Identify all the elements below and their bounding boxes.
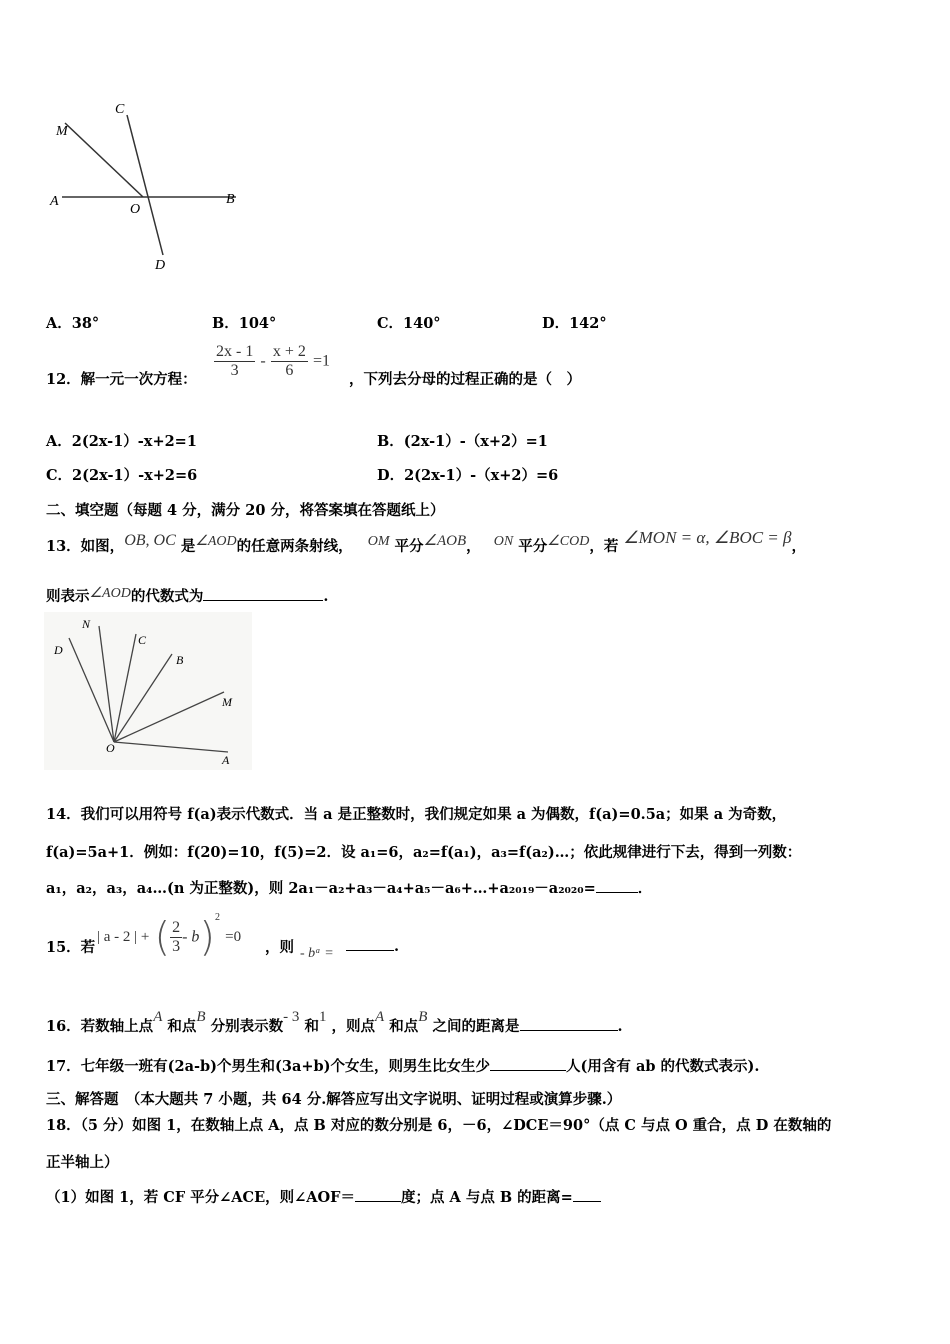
q15-answer-line bbox=[346, 936, 399, 955]
q16-point-b-2: B bbox=[418, 1009, 428, 1025]
q16-text: 和 bbox=[304, 1018, 319, 1035]
q15-left-paren: ( bbox=[154, 914, 171, 961]
q13-text: 的任意两条射线， bbox=[236, 538, 353, 555]
q13-text: ，若 bbox=[589, 538, 619, 555]
q18-text: （1）如图 1，若 CF 平分∠ACE，则∠AOF＝ bbox=[46, 1189, 355, 1206]
q11-option-d: D．142° bbox=[542, 315, 607, 332]
q16-text: 和点 bbox=[167, 1018, 197, 1035]
q14-text: a₁，a₂，a₃，a₄…(n 为正整数)，则 2a₁－a₂+a₃－a₄+a₅－a₆+…+a₂₀₁₉－a₂₀₂₀= bbox=[46, 880, 596, 897]
figure-angles-2 bbox=[44, 612, 252, 770]
label-c: C bbox=[138, 633, 147, 647]
q12-prefix: 12．解一元一次方程： bbox=[46, 371, 197, 388]
q16-point-a: A bbox=[153, 1009, 163, 1025]
q15-abs-term: | a - 2 | + bbox=[97, 929, 150, 945]
q13-math-aod-2: ∠AOD bbox=[89, 586, 131, 601]
label-b: B bbox=[176, 653, 184, 667]
q13-text: ， bbox=[791, 538, 806, 555]
q16-line bbox=[46, 995, 623, 1049]
q16-text: . bbox=[617, 1018, 623, 1035]
q16-text: 16．若数轴上点 bbox=[46, 1018, 154, 1035]
q15-fraction: $\frac{2}{3}$ bbox=[172, 919, 181, 955]
q13-text: 平分 bbox=[518, 538, 548, 555]
q11-option-c: C．140° bbox=[377, 315, 441, 332]
q18-line1: 18．（5 分）如图 1，在数轴上点 A，点 B 对应的数分别是 6，－6，∠DCE＝90°（点 C 与点 O 重合，点 D 在数轴的 bbox=[46, 1117, 832, 1134]
q15-equation bbox=[97, 912, 241, 961]
q18-text: 度；点 A 与点 B 的距离= bbox=[400, 1189, 573, 1206]
q13-math-ob-oc: OB, OC bbox=[124, 532, 176, 549]
q15-expr: - bᵃ = bbox=[300, 946, 334, 961]
q14-text: ． bbox=[637, 880, 653, 897]
q15-right-paren: ) bbox=[199, 914, 216, 961]
q16-text: ，则点 bbox=[331, 1018, 376, 1035]
q13-math-on: ON bbox=[493, 534, 514, 549]
section2-heading: 二、填空题（每题 4 分，满分 20 分，将答案填在答题纸上） bbox=[46, 502, 445, 519]
label-a: A bbox=[50, 194, 59, 209]
q13-text: 13．如图， bbox=[46, 538, 125, 555]
label-n: N bbox=[82, 617, 91, 631]
label-m: M bbox=[56, 124, 68, 139]
q13-text: . bbox=[323, 588, 329, 605]
q13-math-aod: ∠AOD bbox=[195, 534, 237, 549]
q15-answer-blank[interactable] bbox=[346, 936, 394, 951]
q12-option-a: A．2(2x-1）-x+2=1 bbox=[46, 433, 197, 450]
q16-text: 分别表示数 bbox=[210, 1018, 284, 1035]
q13-math-cod: ∠COD bbox=[547, 534, 590, 549]
q11-option-b: B．104° bbox=[212, 315, 277, 332]
q13-line1 bbox=[46, 520, 806, 565]
q12-fraction-1: $\frac{2x - 1}{3}$ bbox=[216, 343, 254, 379]
label-m: M bbox=[222, 695, 232, 709]
q12-rhs: =1 bbox=[312, 352, 330, 370]
q13-line2 bbox=[46, 585, 328, 606]
q16-answer-blank[interactable] bbox=[520, 1016, 618, 1031]
q17-answer-blank[interactable] bbox=[490, 1056, 566, 1071]
label-b: B bbox=[226, 192, 235, 207]
q17-line bbox=[46, 1055, 759, 1076]
q18-angle-blank[interactable] bbox=[355, 1187, 401, 1202]
q14-answer-blank[interactable] bbox=[596, 878, 638, 893]
q14-line3 bbox=[46, 877, 652, 898]
q13-text: ， bbox=[466, 538, 481, 555]
label-o: O bbox=[130, 202, 141, 217]
q15-minus-b: - b bbox=[182, 928, 200, 946]
figure-angles-1 bbox=[40, 95, 260, 280]
q16-point-b: B bbox=[196, 1009, 206, 1025]
q16-num-1: 1 bbox=[318, 1009, 327, 1025]
q12-fraction-2: $\frac{x + 2}{6}$ bbox=[272, 343, 306, 379]
q15-power: 2 bbox=[215, 912, 221, 923]
q15-prefix: 15．若 bbox=[46, 939, 96, 956]
q13-math-om: OM bbox=[367, 534, 390, 549]
q13-text: 则表示 bbox=[46, 588, 90, 605]
q15-eq: =0 bbox=[225, 929, 242, 945]
q11-option-a: A．38° bbox=[46, 315, 100, 332]
q13-math-aob: ∠AOB bbox=[423, 533, 467, 549]
ray-oa bbox=[114, 742, 228, 752]
q16-text: 和点 bbox=[389, 1018, 419, 1035]
section3-heading: 三、解答题 （本大题共 7 小题，共 64 分.解答应写出文字说明、证明过程或演算步骤.） bbox=[46, 1091, 622, 1108]
q12-option-b: B．(2x-1）-（x+2）=1 bbox=[377, 433, 548, 450]
label-c: C bbox=[115, 102, 125, 117]
line-cd bbox=[127, 115, 163, 255]
q18-distance-blank[interactable] bbox=[573, 1187, 601, 1202]
label-a: A bbox=[222, 753, 230, 767]
q12-option-c: C．2(2x-1）-x+2=6 bbox=[46, 467, 198, 484]
q16-text: 之间的距离是 bbox=[432, 1018, 520, 1035]
q13-answer-blank[interactable] bbox=[203, 586, 323, 601]
q13-text: 的代数式为 bbox=[130, 588, 204, 605]
q18-sub1 bbox=[46, 1186, 601, 1207]
q14-line2: f(a)=5a+1．例如：f(20)=10，f(5)=2．设 a₁=6，a₂=f(a₁)，a₃=f(a₂)…；依此规律进行下去，得到一列数： bbox=[46, 844, 802, 861]
q15-then: ，则 bbox=[265, 939, 294, 956]
label-o: O bbox=[106, 741, 115, 755]
q12-option-d: D．2(2x-1）-（x+2）=6 bbox=[377, 467, 559, 484]
q12-equation bbox=[214, 343, 330, 380]
q13-math-mon-boc: ∠MON = α, ∠BOC = β bbox=[623, 528, 792, 547]
q13-text: 平分 bbox=[394, 538, 424, 555]
q17-text: 17．七年级一班有(2a-b)个男生和(3a+b)个女生，则男生比女生少 bbox=[46, 1058, 491, 1075]
q16-num-neg3: - 3 bbox=[283, 1009, 300, 1025]
label-d: D bbox=[155, 258, 166, 273]
q18-line2: 正半轴上） bbox=[46, 1154, 119, 1171]
q13-text: 是 bbox=[180, 538, 196, 555]
q17-text: 人(用含有 ab 的代数式表示). bbox=[566, 1058, 760, 1075]
label-d: D bbox=[54, 643, 63, 657]
q12-minus: - bbox=[260, 352, 266, 370]
q16-point-a-2: A bbox=[375, 1009, 385, 1025]
q14-line1: 14．我们可以用符号 f(a)表示代数式．当 a 是正整数时，我们规定如果 a 为偶数，f(a)=0.5a；如果 a 为奇数， bbox=[46, 806, 787, 823]
q12-suffix: ，下列去分母的过程正确的是（ ） bbox=[349, 371, 581, 388]
q15-text: . bbox=[394, 938, 400, 955]
